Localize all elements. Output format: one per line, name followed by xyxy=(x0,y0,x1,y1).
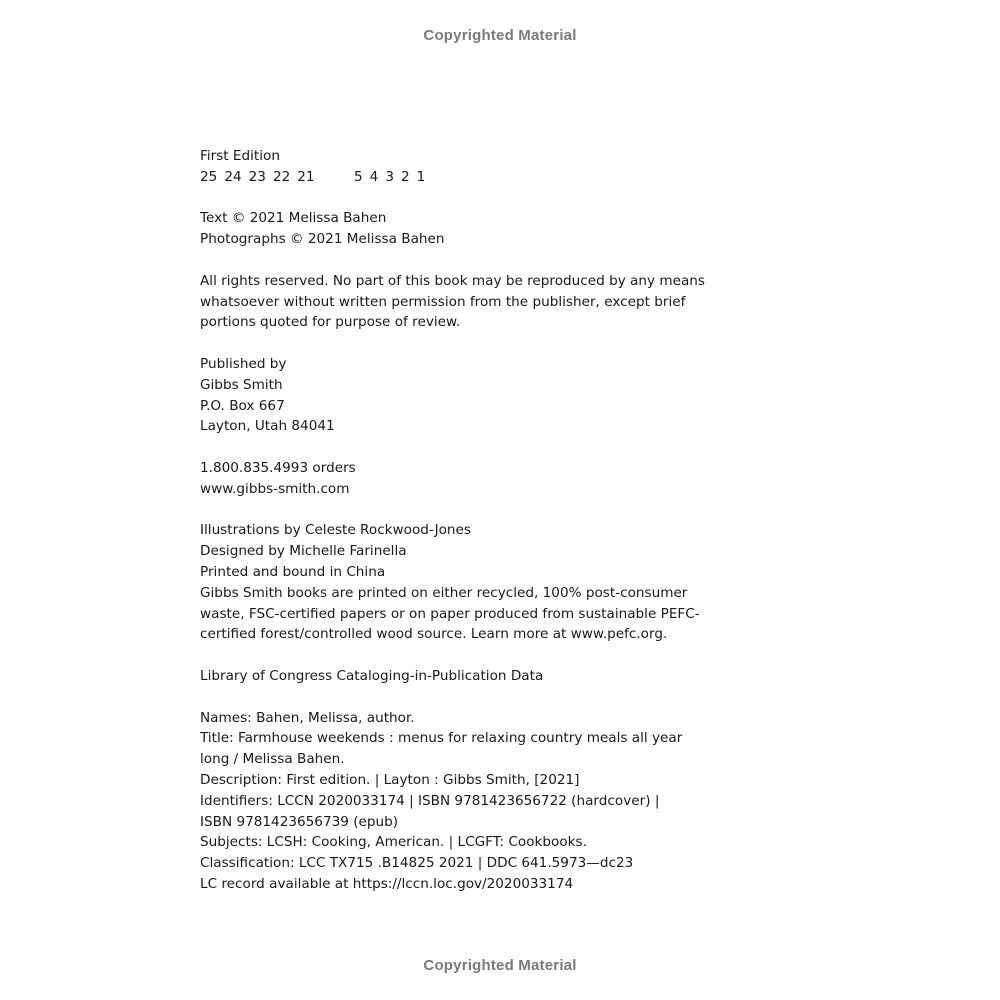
printing-year: 24 xyxy=(224,168,242,185)
cip-lc-record: LC record available at https://lccn.loc.gov/2020033174 xyxy=(200,875,574,892)
rights-statement-line: whatsoever without written permission from the publisher, except brief xyxy=(200,293,686,310)
edition-label: First Edition xyxy=(200,148,280,164)
cip-title: Title: Farmhouse weekends : menus for relaxing country meals all year xyxy=(200,730,683,747)
printing-year: 23 xyxy=(248,168,266,185)
publisher-po-box: P.O. Box 667 xyxy=(200,397,285,414)
spacer xyxy=(200,333,670,354)
copyright-page xyxy=(200,146,706,895)
printed-in: Printed and bound in China xyxy=(200,563,386,580)
cip-subjects: Subjects: LCSH: Cooking, American. | LCGFT: Cookbooks. xyxy=(200,834,587,851)
impression-number: 1 xyxy=(416,168,426,185)
photographs-copyright: Photographs © 2021 Melissa Bahen xyxy=(200,231,445,248)
cip-classification: Classification: LCC TX715 .B14825 2021 | DDC 641.5973—dc23 xyxy=(200,855,634,872)
impression-numbers xyxy=(354,169,432,185)
publisher-website: www.gibbs-smith.com xyxy=(200,480,350,497)
cip-identifiers-continued: ISBN 9781423656739 (epub) xyxy=(200,813,399,830)
rights-statement-line: portions quoted for purpose of review. xyxy=(200,314,461,331)
publisher-city: Layton, Utah 84041 xyxy=(200,418,335,435)
spacer xyxy=(200,188,670,209)
cip-identifiers: Identifiers: LCCN 2020033174 | ISBN 9781423656722 (hardcover) | xyxy=(200,792,660,809)
paper-statement-line: waste, FSC-certified papers or on paper produced from sustainable PEFC- xyxy=(200,605,700,622)
paper-statement-line: certified forest/controlled wood source. Learn more at www.pefc.org. xyxy=(200,626,668,643)
cip-names: Names: Bahen, Melissa, author. xyxy=(200,709,415,726)
printing-year: 21 xyxy=(297,168,315,185)
impression-number: 5 xyxy=(354,168,363,185)
published-by-label: Published by xyxy=(200,355,287,372)
printing-years xyxy=(200,167,354,188)
orders-phone: 1.800.835.4993 orders xyxy=(200,459,356,476)
spacer xyxy=(200,250,670,271)
design-credit: Designed by Michelle Farinella xyxy=(200,543,407,560)
impression-number: 2 xyxy=(400,168,410,185)
spacer xyxy=(200,687,670,708)
illustrations-credit: Illustrations by Celeste Rockwood-Jones xyxy=(200,522,471,539)
rights-statement-line: All rights reserved. No part of this book may be reproduced by any means xyxy=(200,272,706,289)
impression-number: 4 xyxy=(369,168,379,185)
cip-description: Description: First edition. | Layton : Gibbs Smith, [2021] xyxy=(200,771,580,788)
copyrighted-material-watermark-bottom: Copyrighted Material xyxy=(423,957,577,974)
spacer xyxy=(200,437,670,458)
printing-line xyxy=(200,167,670,188)
spacer xyxy=(200,500,670,521)
printing-year: 22 xyxy=(272,168,291,185)
paper-statement-line: Gibbs Smith books are printed on either recycled, 100% post-consumer xyxy=(200,584,688,601)
cip-title-continued: long / Melissa Bahen. xyxy=(200,751,345,768)
cip-heading: Library of Congress Cataloging-in-Publication Data xyxy=(200,667,544,684)
impression-number: 3 xyxy=(385,168,394,185)
text-copyright: Text © 2021 Melissa Bahen xyxy=(200,210,387,227)
printing-year: 25 xyxy=(200,168,218,185)
publisher-name: Gibbs Smith xyxy=(200,376,283,393)
copyrighted-material-watermark-top: Copyrighted Material xyxy=(423,27,577,44)
spacer xyxy=(200,645,670,666)
